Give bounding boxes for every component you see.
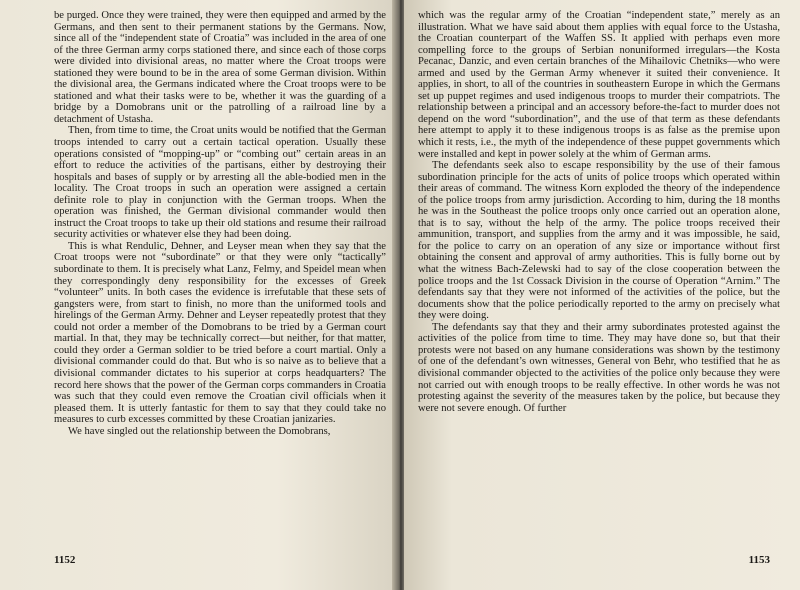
paragraph: which was the regular army of the Croatian “independent state,” merely as an illustration. What we have said about them applies with equal force to the Ustasha, the Croatian counterpart of the Waffen SS. It applied with perhaps even more compelling force to the groups of Serbian nonuniformed irregulars—the Kosta Pecanac, Danzic, and even certain branches of the Mihailovic Chetniks—who were armed and used by the German Army whenever it suited their convenience. It applies, in short, to all of the countries in southeastern Europe in which the Germans set up puppet regimes and used indigenous troops to murder their compatriots. The relationship between a principal and an accessory before-the-fact to murder does not depend on the word “subordination”, and the use of that term as these defendants here attempt to apply it to these indigenous troops is as false as the premise upon which it rests, i.e., the myth of the independence of these puppet governments which were installed and kept in power solely at the whim of German arms. — [418, 10, 780, 160]
paragraph: We have singled out the relationship between the Domobrans, — [68, 425, 331, 437]
paragraph: The defendants seek also to escape responsibility by the use of their famous subordination principle for the acts of units of police troops which operated within their areas of command. The witness Korn exploded the theory of the independence of the police troops from army jurisdiction. According to him, during the 18 months he was in the Southeast the police troops only once carried out an operation alone, that is to say, without the help of the army. The police troops received their ammunition, transport, and supplies from the army and it was impossible, he said, for the police to carry on an operation of any size or importance without first obtaining the consent and approval of army authorities. This is fully borne out by what the witness Bach-Zelewski had to say of the close cooperation between the police troops and the 1st Cossack Division in the course of Operation “Arnim.” The defendants say that they were not informed of the activities of the police, but the documents show that the police periodically reported to the army on precisely what they were doing. — [418, 160, 780, 322]
left-page — [0, 0, 396, 590]
paragraph: Then, from time to time, the Croat units would be notified that the German troops intended to carry out a certain tactical operation. Usually these operations consisted of “mopping-up” or “combing out” certain areas in an effort to reduce the activities of the partisans, either by destroying their hospitals and bases of supply or by arresting all the able-bodied men in the locality. The Croat troops in such an operation were assigned a certain definite role to play in conjunction with the German troops. When the operation was finished, the German divisional commander would then instruct the Croat troops to take up their old stations and resume their railroad security activities or whatever else they had been doing. — [54, 125, 386, 241]
paragraph: This is what Rendulic, Dehner, and Leyser mean when they say that the Croat troops were not “subordinate” or that they were only “tactically” subordinate to them. It is precisely what Lanz, Felmy, and Speidel mean when they correspondingly deny responsibility for the excesses of Greek “volunteer” units. In both cases the evidence is irrefutable that these sets of gangsters were, from start to finish, no more than the uniformed tools and hirelings of the German Army. Dehner and Leyser repeatedly protest that they could not order a member of the Domobrans to be tried by a German court martial. In that, they may be technically correct—but neither, for that matter, could they order a German soldier to be tried before a court martial. Only a divisional commander could do that. But who is so naive as to believe that a divisional commander dictates to his superior at corps headquarters? The record here shows that the power of the German corps commanders in Croatia was such that they could even remove the Croatian civil officials when it pleased them. It is utterly fantastic for them to say that they could take no measures to curb excesses committed by these Croatian janizaries. — [54, 240, 386, 426]
left-page-text — [54, 10, 386, 437]
right-page — [404, 0, 800, 590]
paragraph: be purged. Once they were trained, they were then equipped and armed by the Germans, and then sent to their permanent stations by the Germans. Now, since all of the “independent state of Croatia” was included in the area of one of the three German army corps stationed there, and since each of those corps were divided into divisional areas, no matter where the Croat troops were stationed they were bound to be in the area of some German division. Within the divisional area, the Germans indicated where the Croat troops were to be stationed and what their tasks were to be, whether it was the guarding of a bridge by a Domobrans unit or the patrolling of a railroad line by a detachment of Ustasha. — [54, 10, 386, 125]
paragraph: The defendants say that they and their army subordinates protested against the activities of the police from time to time. They may have done so, but that their protests were not based on any humane considerations was shown by the testimony of one of the defendant’s own witnesses, General von Behr, who testified that he as divisional commander objected to the activities of the police only because they were not carried out with enough troops to be really effective. In other words he was not protesting against the severity of the measures taken by the police, but because they were not severe enough. Of further — [418, 321, 780, 414]
page-number: 1152 — [54, 554, 76, 566]
right-page-text — [418, 10, 780, 414]
page-number: 1153 — [748, 554, 770, 566]
